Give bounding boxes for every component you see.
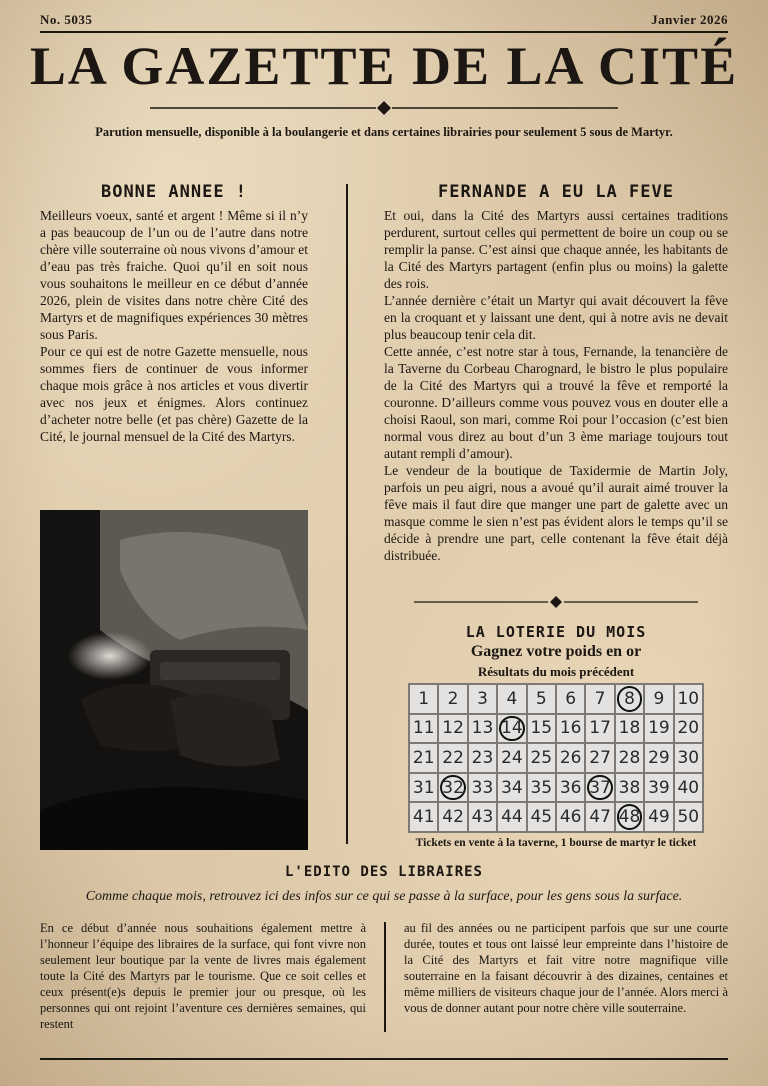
lottery-number: 9 bbox=[644, 684, 673, 714]
lottery-number: 12 bbox=[438, 714, 467, 744]
lottery-number-winning: 37 bbox=[585, 773, 614, 803]
masthead-ornament bbox=[150, 101, 618, 115]
lottery-number: 30 bbox=[674, 743, 703, 773]
lottery-number: 1 bbox=[409, 684, 438, 714]
lottery-number: 15 bbox=[527, 714, 556, 744]
edito-column-2: au fil des années ou ne participent parfois que sur une courte durée, toutes et tous ont laissé leur empreinte dans l’histoire de la Cité des Martyrs et fait vitre notre magnifique ville souterraine en la faisant découvrir à des dizaines, centaines et même milliers de visiteurs chaque jour de l’année. Alors merci à vous de donner autant pour notre chère ville souterraine. bbox=[404, 921, 728, 1015]
lottery-number-winning: 8 bbox=[615, 684, 644, 714]
lottery-number: 28 bbox=[615, 743, 644, 773]
lottery-number: 27 bbox=[585, 743, 614, 773]
lottery-number: 36 bbox=[556, 773, 585, 803]
lottery-number: 45 bbox=[527, 802, 556, 832]
article-right-heading: FERNANDE A EU LA FEVE bbox=[438, 182, 674, 202]
article-right-paragraph: Cette année, c’est notre star à tous, Fernande, la tenancière de la Taverne du Corbeau Charognard, le bistro le plus populaire de la Cité des Martyrs qui a trouvé la fêve et remporté la couronne. D’ailleurs comme vous pouvez vous en douter elle a choisi Raoul, son mari, comme Roi pour l’occasion (c’est bien normal vous direz au bout d’un 3 ème mariage toujours tout autant rempli d’amour). bbox=[384, 344, 728, 461]
article-right-body bbox=[384, 207, 728, 564]
lottery-number: 40 bbox=[674, 773, 703, 803]
lottery-number-winning: 48 bbox=[615, 802, 644, 832]
lottery-number: 20 bbox=[674, 714, 703, 744]
lottery-number: 4 bbox=[497, 684, 526, 714]
article-right-paragraph: L’année dernière c’était un Martyr qui avait découvert la fêve en la croquant et y laissant une dent, qui à notre avis ne devait plus beaucoup tenir cela dit. bbox=[384, 293, 728, 342]
article-right-paragraph: Le vendeur de la boutique de Taxidermie de Martin Joly, parfois un peu aigri, nous a avoué qu’il aurait aimé trouver la fêve mais il faut dire que manger une part de galette avec un masque comme le sien n’est pas évident alors le temps qu’il se décide à prendre une part, celle contenant la fêve était déjà distribuée. bbox=[384, 463, 728, 563]
lottery-number: 21 bbox=[409, 743, 438, 773]
lottery-number: 50 bbox=[674, 802, 703, 832]
lottery-number: 22 bbox=[438, 743, 467, 773]
article-left-body bbox=[40, 207, 308, 445]
lottery-number: 7 bbox=[585, 684, 614, 714]
article-left-heading: BONNE ANNEE ! bbox=[100, 182, 248, 202]
lottery-footer: Tickets en vente à la taverne, 1 bourse de martyr le ticket bbox=[415, 837, 697, 849]
lottery-subtitle: Gagnez votre poids en or bbox=[470, 643, 642, 660]
lottery-number: 47 bbox=[585, 802, 614, 832]
issue-number: No. 5035 bbox=[40, 12, 93, 27]
lottery-number: 29 bbox=[644, 743, 673, 773]
lottery-number: 25 bbox=[527, 743, 556, 773]
lottery-number: 5 bbox=[527, 684, 556, 714]
lottery-number: 42 bbox=[438, 802, 467, 832]
lottery-number: 10 bbox=[674, 684, 703, 714]
typewriter-photo bbox=[40, 510, 308, 850]
lottery-number: 31 bbox=[409, 773, 438, 803]
lottery-number: 43 bbox=[468, 802, 497, 832]
lottery-number: 24 bbox=[497, 743, 526, 773]
lottery-ornament bbox=[414, 595, 698, 609]
lottery-heading: LA LOTERIE DU MOIS bbox=[465, 623, 647, 641]
lottery-grid bbox=[408, 683, 704, 833]
lottery-number: 26 bbox=[556, 743, 585, 773]
lottery-number: 41 bbox=[409, 802, 438, 832]
lottery-number: 44 bbox=[497, 802, 526, 832]
article-left-paragraph: Pour ce qui est de notre Gazette mensuelle, nous sommes fiers de continuer de vous informer chaque mois grâce à nos articles et vous divertir avec nos jeux et énigmes. Alors continuez d’acheter notre belle (et pas chère) Gazette de la Cité, le journal mensuel de la Cité des Martyrs. bbox=[40, 344, 308, 444]
article-right-paragraph: Et oui, dans la Cité des Martyrs aussi certaines traditions perdurent, surtout celles qui permettent de boire un coup ou se remplir la panse. C’est ainsi que chaque année, les habitants de la Cité des Martyrs partagent (enfin plus ou moins) la galette des rois. bbox=[384, 208, 728, 291]
lottery-number: 33 bbox=[468, 773, 497, 803]
lottery-number: 18 bbox=[615, 714, 644, 744]
lottery-number: 3 bbox=[468, 684, 497, 714]
lottery-number: 49 bbox=[644, 802, 673, 832]
lottery-number: 6 bbox=[556, 684, 585, 714]
lottery-number: 16 bbox=[556, 714, 585, 744]
lottery-number: 46 bbox=[556, 802, 585, 832]
issue-date: Janvier 2026 bbox=[651, 12, 728, 27]
lottery-number-winning: 32 bbox=[438, 773, 467, 803]
masthead-title: LA GAZETTE DE LA CITÉ bbox=[29, 36, 739, 96]
edito-column-1: En ce début d’année nous souhaitions également mettre à l’honneur l’équipe des libraires de la surface, qui font vivre non seulement leur boutique par la vente de livres mais également toute la Cité des Martyrs par le tourisme. Que ce soit celles et ceux présent(e)s depuis le premier jour ou presque, où les personnes qui ont rejoint l’aventure ces dernières semaines, qui restent bbox=[40, 921, 366, 1031]
edito-intro: Comme chaque mois, retrouvez ici des infos sur ce qui se passe à la surface, pour les gens sous la surface. bbox=[85, 889, 683, 904]
lottery-number: 13 bbox=[468, 714, 497, 744]
lottery-results-label: Résultats du mois précédent bbox=[477, 664, 635, 679]
lottery-number: 17 bbox=[585, 714, 614, 744]
edito-heading: L'EDITO DES LIBRAIRES bbox=[284, 864, 483, 880]
lottery-number: 38 bbox=[615, 773, 644, 803]
column-divider bbox=[346, 184, 348, 844]
lottery-number: 39 bbox=[644, 773, 673, 803]
bottom-rule bbox=[40, 1058, 728, 1060]
lottery-number-winning: 14 bbox=[497, 714, 526, 744]
lottery-number: 19 bbox=[644, 714, 673, 744]
lottery-number: 35 bbox=[527, 773, 556, 803]
tagline: Parution mensuelle, disponible à la boulangerie et dans certaines librairies pour seulement 5 sous de Martyr. bbox=[95, 125, 673, 139]
article-left-paragraph: Meilleurs voeux, santé et argent ! Même si il n’y a pas beaucoup de l’un ou de l’autre dans notre chère ville souterraine où nous vivons d’amour et d’eau pas très fraiche. Quoi qu’il en soit nous vous souhaitons le meilleur en ce début d’année 2026, plein de visites dans notre chère Cité des Martyrs et de magnifiques expériences 30 mètres sous Paris. bbox=[40, 208, 308, 342]
lottery-number: 2 bbox=[438, 684, 467, 714]
lottery-number: 11 bbox=[409, 714, 438, 744]
typewriter-illustration bbox=[40, 510, 308, 850]
lottery-number: 34 bbox=[497, 773, 526, 803]
lottery-number: 23 bbox=[468, 743, 497, 773]
top-rule bbox=[40, 31, 728, 33]
edito-divider bbox=[384, 922, 386, 1032]
